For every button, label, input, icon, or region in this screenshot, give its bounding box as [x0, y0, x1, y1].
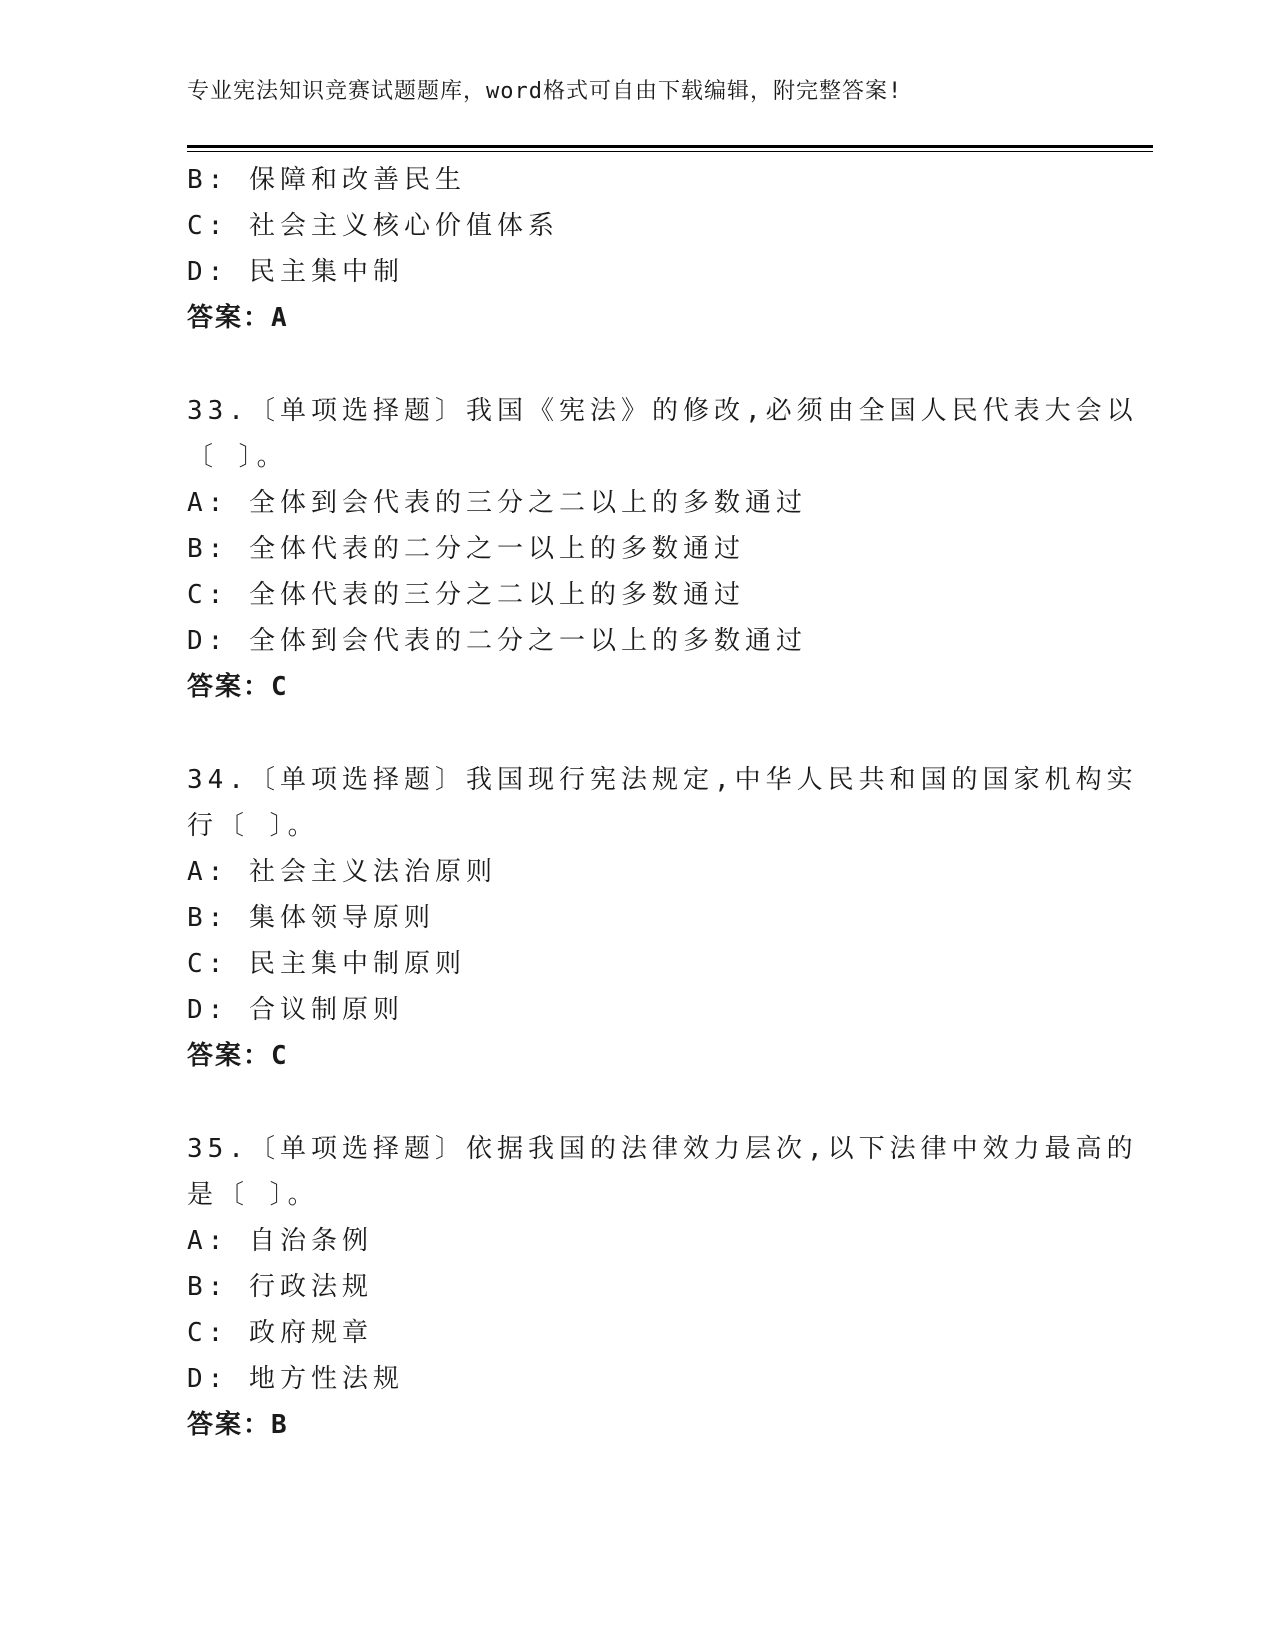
- option-d: D: 合议制原则: [187, 995, 404, 1025]
- question-spacer: [187, 341, 1087, 388]
- option-a: A: 全体到会代表的三分之二以上的多数通过: [187, 488, 807, 518]
- question-block-33: [187, 388, 1138, 710]
- answer-line: 答案：C: [187, 672, 289, 702]
- option-d: D: 地方性法规: [187, 1364, 404, 1394]
- question-spacer: [187, 1079, 1087, 1126]
- question-stem-continued: 是〔 〕。: [187, 1180, 319, 1210]
- option-c: C: 全体代表的三分之二以上的多数通过: [187, 580, 745, 610]
- option-a: A: 自治条例: [187, 1226, 373, 1256]
- option-b: B: 行政法规: [187, 1272, 373, 1302]
- option-c: C: 民主集中制原则: [187, 949, 466, 979]
- question-stem: 35.〔单项选择题〕依据我国的法律效力层次,以下法律中效力最高的: [187, 1134, 1138, 1164]
- question-stem: 33.〔单项选择题〕我国《宪法》的修改,必须由全国人民代表大会以: [187, 396, 1138, 426]
- option-c: C: 社会主义核心价值体系: [187, 211, 559, 241]
- option-b: B: 全体代表的二分之一以上的多数通过: [187, 534, 745, 564]
- question-stem: 34.〔单项选择题〕我国现行宪法规定,中华人民共和国的国家机构实: [187, 765, 1138, 795]
- question-block-34: [187, 757, 1138, 1079]
- question-block-35: [187, 1126, 1138, 1448]
- question-stem-continued: 行〔 〕。: [187, 811, 319, 841]
- option-a: A: 社会主义法治原则: [187, 857, 497, 887]
- question-list: [187, 157, 1138, 1448]
- page-header-title: 专业宪法知识竞赛试题题库，word格式可自由下载编辑，附完整答案!: [187, 79, 903, 104]
- answer-line: 答案：C: [187, 1041, 289, 1071]
- question-block-previous: [187, 157, 1087, 341]
- answer-line: 答案：A: [187, 303, 289, 333]
- option-d: D: 民主集中制: [187, 257, 404, 287]
- option-b: B: 保障和改善民生: [187, 165, 466, 195]
- question-stem-continued: 〔 〕。: [187, 442, 288, 472]
- option-d: D: 全体到会代表的二分之一以上的多数通过: [187, 626, 807, 656]
- header-rule-thick: [187, 145, 1153, 148]
- header-rule-thin: [187, 151, 1153, 152]
- question-spacer: [187, 710, 1087, 757]
- answer-line: 答案：B: [187, 1410, 289, 1440]
- option-b: B: 集体领导原则: [187, 903, 435, 933]
- option-c: C: 政府规章: [187, 1318, 373, 1348]
